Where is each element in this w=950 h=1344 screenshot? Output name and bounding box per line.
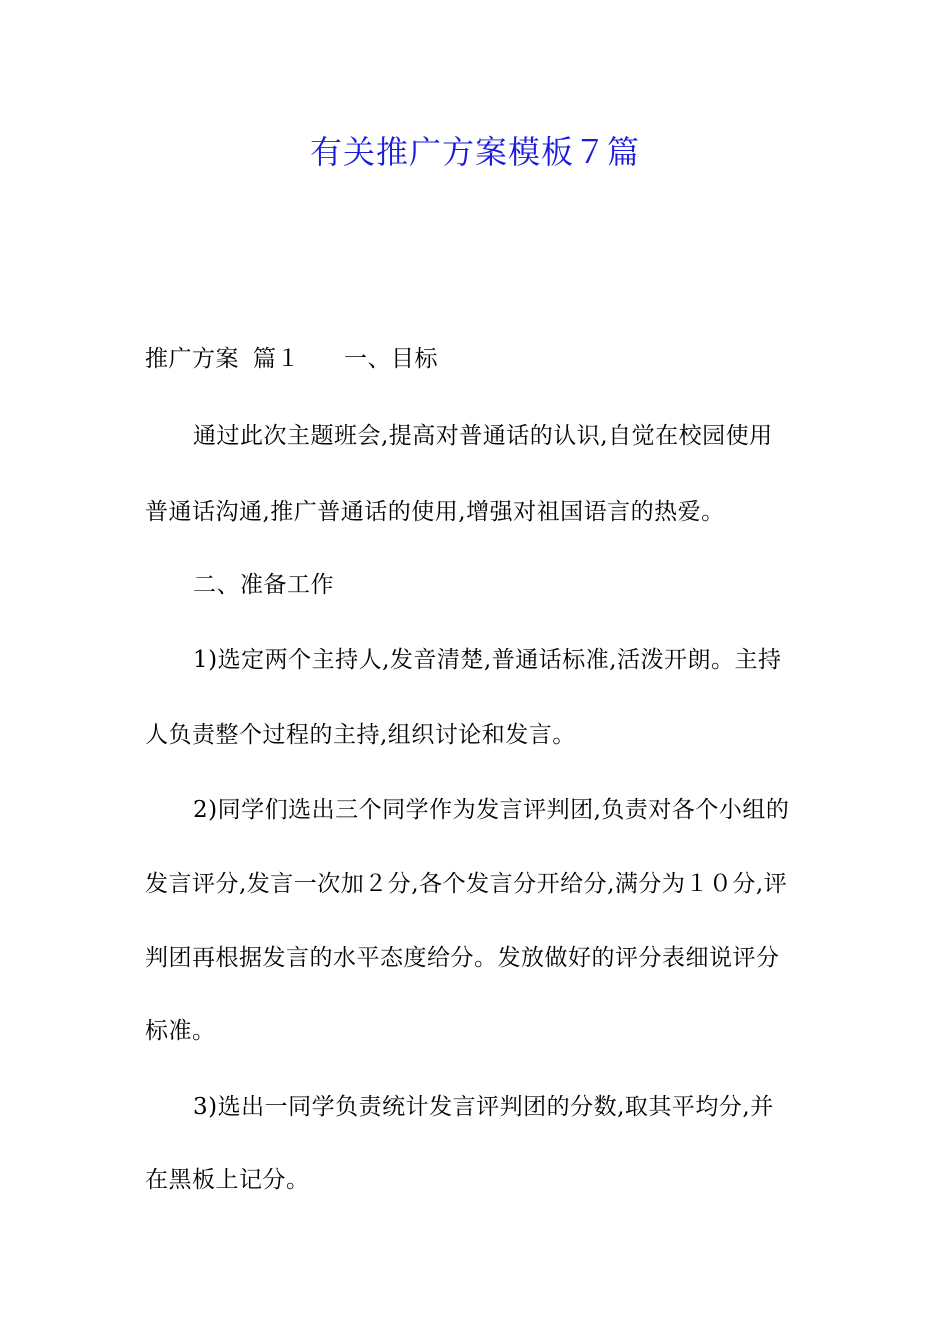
paragraph-line: 标准。 [145,1018,216,1044]
section-heading-line: 二、准备工作 [193,572,334,598]
section-number: 篇１ [253,346,300,372]
paragraph-line: 普通话沟通,推广普通话的使用,增强对祖国语言的热爱。 [145,499,725,525]
section-heading: 一、目标 [344,346,438,372]
paragraph-line: 1)选定两个主持人,发音清楚,普通话标准,活泼开朗。主持 [193,647,782,673]
section-label: 推广方案 [145,346,239,372]
paragraph-line: 2)同学们选出三个同学作为发言评判团,负责对各个小组的 [193,797,790,823]
paragraph-line: 人负责整个过程的主持,组织讨论和发言。 [145,722,576,748]
paragraph-line: 发言评分,发言一次加２分,各个发言分开给分,满分为１０分,评 [145,871,788,897]
paragraph-line: 3)选出一同学负责统计发言评判团的分数,取其平均分,并 [193,1094,774,1120]
paragraph-line: 在黑板上记分。 [145,1167,310,1193]
paragraph-line: 判团再根据发言的水平态度给分。发放做好的评分表细说评分 [145,945,780,971]
section-header-line [145,342,825,376]
paragraph-line: 通过此次主题班会,提高对普通话的认识,自觉在校园使用 [193,423,773,449]
document-title: 有关推广方案模板７篇 [309,133,640,171]
